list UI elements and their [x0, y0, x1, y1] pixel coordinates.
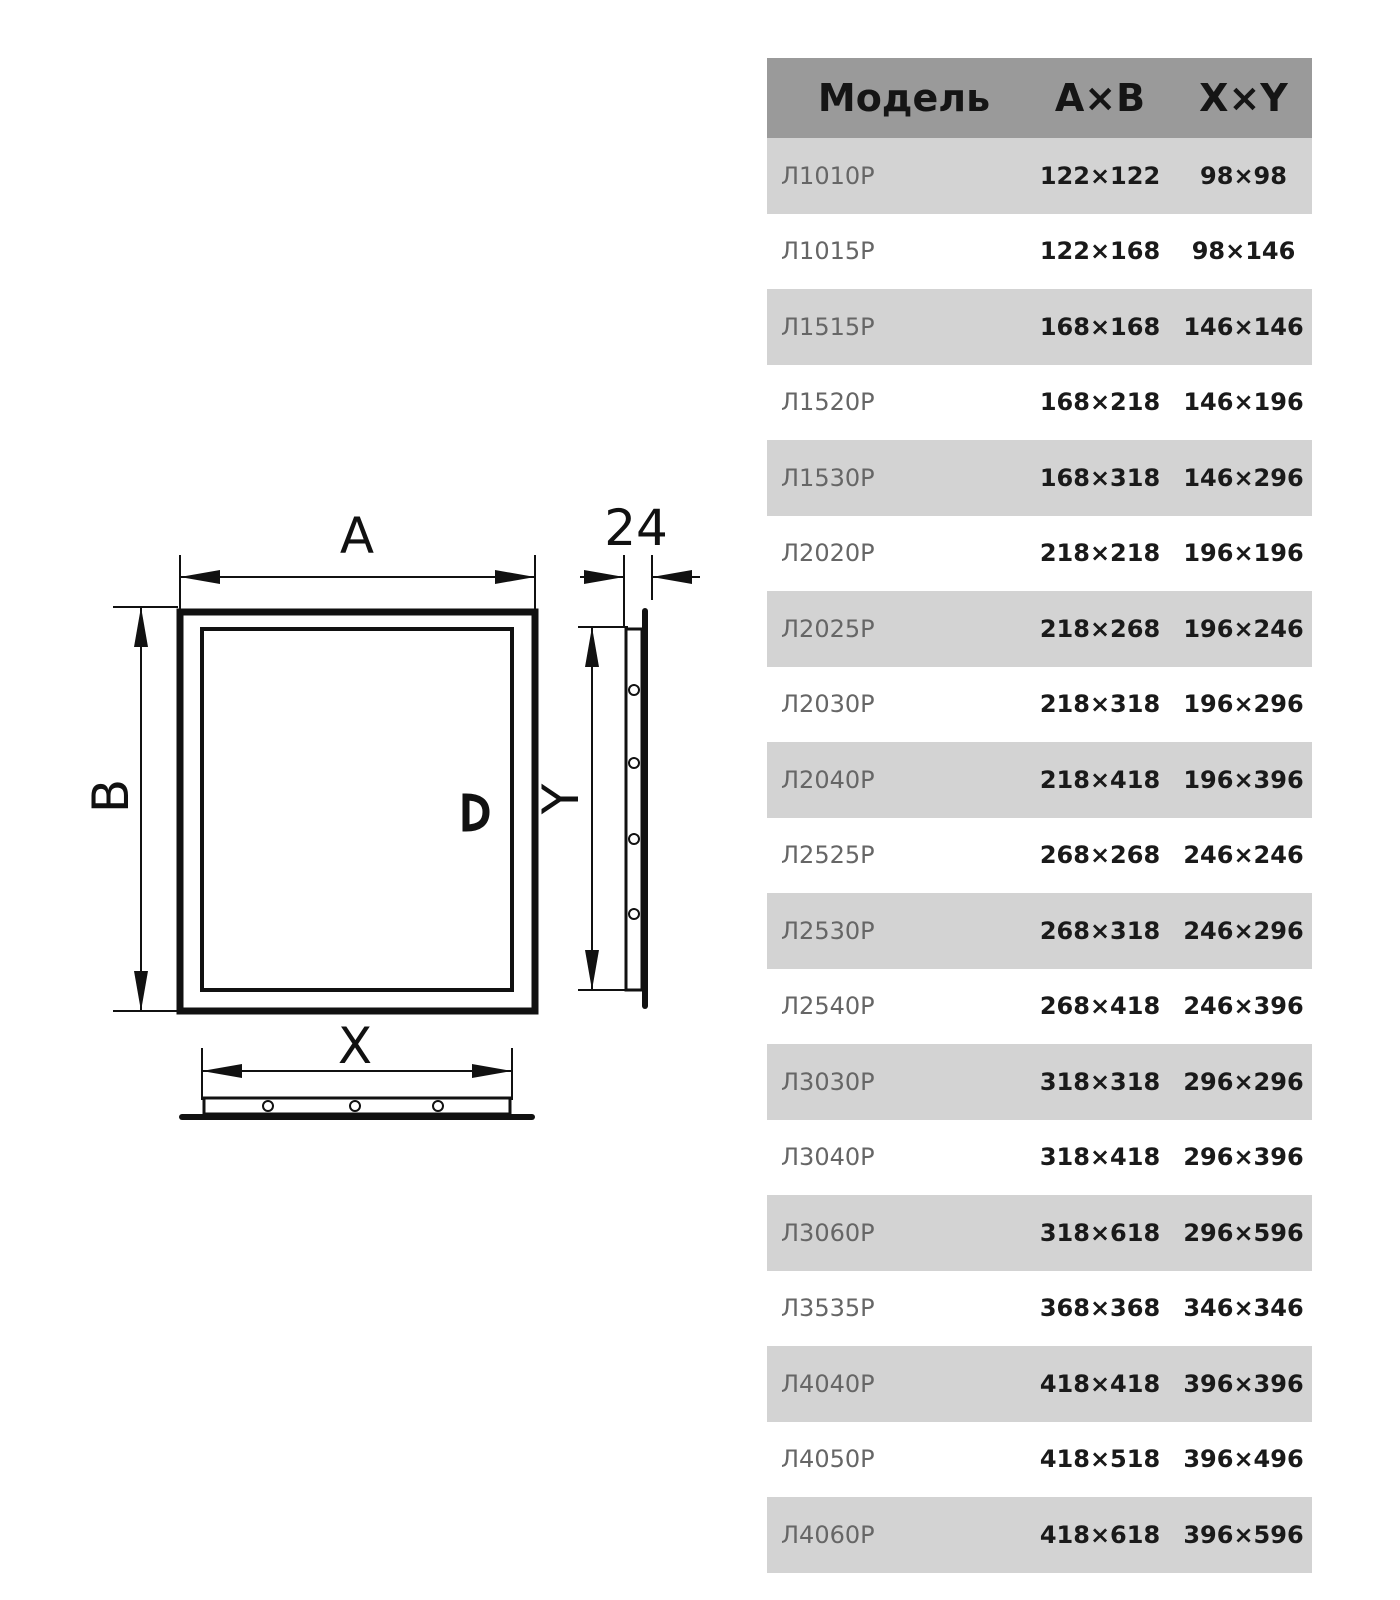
cell-model: Л3040Р: [767, 1120, 1025, 1196]
cell-ab: 418×618: [1025, 1497, 1175, 1573]
header-ab: A×B: [1025, 58, 1175, 138]
cell-model: Л1015Р: [767, 214, 1025, 290]
table-row: [767, 289, 1312, 365]
cell-ab: 168×218: [1025, 365, 1175, 441]
cell-xy: 296×396: [1175, 1120, 1312, 1196]
cell-model: Л3030Р: [767, 1044, 1025, 1120]
cell-ab: 418×518: [1025, 1422, 1175, 1498]
dimension-b-label: B: [82, 778, 140, 814]
cell-ab: 318×618: [1025, 1195, 1175, 1271]
cell-xy: 98×146: [1175, 214, 1312, 290]
cell-xy: 396×596: [1175, 1497, 1312, 1573]
table-row: [767, 1271, 1312, 1347]
cell-xy: 346×346: [1175, 1271, 1312, 1347]
table-row: [767, 667, 1312, 743]
cell-model: Л2525Р: [767, 818, 1025, 894]
dimension-a: [180, 507, 535, 610]
cell-model: Л4050Р: [767, 1422, 1025, 1498]
cell-model: Л1530Р: [767, 440, 1025, 516]
dimension-y-label: Y: [532, 783, 590, 815]
dimension-depth-label: 24: [604, 499, 668, 557]
cell-xy: 196×196: [1175, 516, 1312, 592]
cell-xy: 196×296: [1175, 667, 1312, 743]
table-row: [767, 1044, 1312, 1120]
cell-model: Л3060Р: [767, 1195, 1025, 1271]
cell-ab: 268×318: [1025, 893, 1175, 969]
header-model: Модель: [767, 58, 1025, 138]
cell-xy: 146×196: [1175, 365, 1312, 441]
cell-xy: 396×396: [1175, 1346, 1312, 1422]
cell-model: Л2530Р: [767, 893, 1025, 969]
cell-ab: 218×418: [1025, 742, 1175, 818]
cell-xy: 246×246: [1175, 818, 1312, 894]
table-row: [767, 1120, 1312, 1196]
table-row: [767, 214, 1312, 290]
model-size-table: [767, 58, 1312, 1573]
cell-model: Л2020Р: [767, 516, 1025, 592]
cell-xy: 196×396: [1175, 742, 1312, 818]
table-row: [767, 969, 1312, 1045]
side-profile: [532, 611, 645, 1006]
table-row: [767, 516, 1312, 592]
cell-ab: 168×318: [1025, 440, 1175, 516]
cell-xy: 396×496: [1175, 1422, 1312, 1498]
cell-model: Л4040Р: [767, 1346, 1025, 1422]
table-row: [767, 138, 1312, 214]
cell-xy: 246×296: [1175, 893, 1312, 969]
cell-xy: 246×396: [1175, 969, 1312, 1045]
dimension-b: [82, 607, 178, 1011]
dimension-a-label: A: [339, 507, 375, 565]
cell-ab: 318×418: [1025, 1120, 1175, 1196]
cell-model: Л2025Р: [767, 591, 1025, 667]
table-row: [767, 440, 1312, 516]
latch-icon: [466, 797, 486, 828]
cell-ab: 268×418: [1025, 969, 1175, 1045]
cell-xy: 196×246: [1175, 591, 1312, 667]
cell-ab: 168×168: [1025, 289, 1175, 365]
cell-xy: 296×596: [1175, 1195, 1312, 1271]
cell-ab: 218×318: [1025, 667, 1175, 743]
cell-model: Л4060Р: [767, 1497, 1025, 1573]
table-row: [767, 591, 1312, 667]
cell-xy: 296×296: [1175, 1044, 1312, 1120]
cell-xy: 146×296: [1175, 440, 1312, 516]
cell-ab: 218×268: [1025, 591, 1175, 667]
cell-ab: 418×418: [1025, 1346, 1175, 1422]
table-row: [767, 1195, 1312, 1271]
bottom-profile: [182, 1017, 532, 1117]
cell-model: Л1515Р: [767, 289, 1025, 365]
cell-model: Л2030Р: [767, 667, 1025, 743]
cell-ab: 368×368: [1025, 1271, 1175, 1347]
dimension-depth: [580, 499, 700, 627]
table-row: [767, 818, 1312, 894]
cell-ab: 268×268: [1025, 818, 1175, 894]
cell-model: Л3535Р: [767, 1271, 1025, 1347]
cell-model: Л2540Р: [767, 969, 1025, 1045]
header-xy: X×Y: [1175, 58, 1312, 138]
cell-model: Л1010Р: [767, 138, 1025, 214]
table-row: [767, 365, 1312, 441]
table-row: [767, 893, 1312, 969]
table-row: [767, 1497, 1312, 1573]
dimension-x-label: X: [337, 1017, 373, 1075]
front-view: [180, 612, 535, 1011]
table-row: [767, 1346, 1312, 1422]
cell-xy: 98×98: [1175, 138, 1312, 214]
cell-xy: 146×146: [1175, 289, 1312, 365]
cell-ab: 122×122: [1025, 138, 1175, 214]
cell-ab: 122×168: [1025, 214, 1175, 290]
table-header-row: [767, 58, 1312, 138]
cell-model: Л2040Р: [767, 742, 1025, 818]
table-row: [767, 742, 1312, 818]
cell-ab: 218×218: [1025, 516, 1175, 592]
table-row: [767, 1422, 1312, 1498]
cell-ab: 318×318: [1025, 1044, 1175, 1120]
cell-model: Л1520Р: [767, 365, 1025, 441]
